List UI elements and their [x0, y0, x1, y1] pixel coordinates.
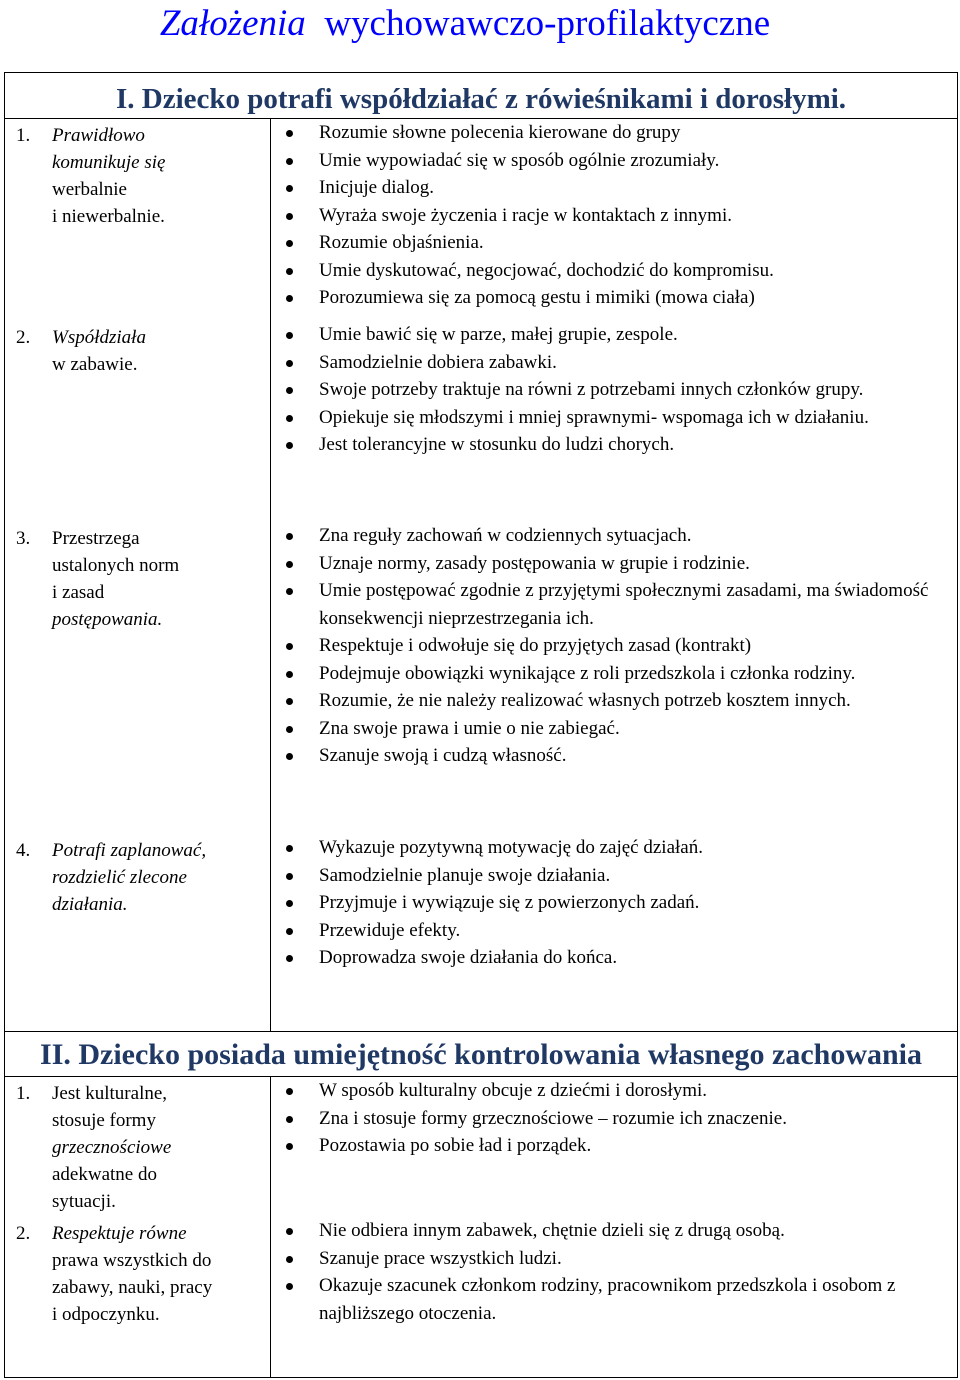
- goal-number: 4.: [16, 840, 31, 861]
- outcome-item: Jest tolerancyjne w stosunku do ludzi chorych.: [319, 431, 949, 459]
- goal-line: adekwatne do: [52, 1164, 157, 1185]
- outcome-item: Doprowadza swoje działania do końca.: [319, 944, 949, 972]
- goal-line: postępowania.: [52, 609, 163, 630]
- outcome-item: Rozumie słowne polecenia kierowane do grupy: [319, 119, 949, 147]
- outcome-item: Wykazuje pozytywną motywację do zajęć działań.: [319, 834, 949, 862]
- goal-line: grzecznościowe: [52, 1137, 172, 1158]
- goal-item: [5, 1220, 212, 1328]
- goal-line: sytuacji.: [52, 1191, 116, 1212]
- goal-line: i niewerbalnie.: [52, 206, 165, 227]
- outcome-item: Szanuje prace wszystkich ludzi.: [319, 1245, 949, 1273]
- outcome-item: Wyraża swoje życzenia i racje w kontaktach z innymi.: [319, 202, 949, 230]
- outcome-item: Porozumiewa się za pomocą gestu i mimiki (mowa ciała): [319, 284, 949, 312]
- outcome-list: [271, 1077, 949, 1160]
- outcome-item: Respektuje i odwołuje się do przyjętych zasad (kontrakt): [319, 632, 949, 660]
- goal-line: prawa wszystkich do: [52, 1250, 212, 1271]
- goal-line: komunikuje się: [52, 152, 166, 173]
- outcome-item: Szanuje swoją i cudzą własność.: [319, 742, 949, 770]
- outcome-item: Okazuje szacunek członkom rodziny, pracownikom przedszkola i osobom z najbliższego otoczenia.: [319, 1272, 949, 1327]
- goal-line: działania.: [52, 894, 128, 915]
- goal-item: [5, 525, 179, 633]
- goal-item: [5, 122, 165, 230]
- goal-line: i odpoczynku.: [52, 1304, 160, 1325]
- outcome-item: Samodzielnie planuje swoje działania.: [319, 862, 949, 890]
- outcome-item: Zna i stosuje formy grzecznościowe – rozumie ich znaczenie.: [319, 1105, 949, 1133]
- outcome-item: Umie dyskutować, negocjować, dochodzić do kompromisu.: [319, 257, 949, 285]
- goal-line: Przestrzega: [52, 528, 140, 549]
- outcome-item: Swoje potrzeby traktuje na równi z potrzebami innych członków grupy.: [319, 376, 949, 404]
- outcome-item: Rozumie, że nie należy realizować własnych potrzeb kosztem innych.: [319, 687, 949, 715]
- page-title: [0, 2, 930, 46]
- outcome-item: Samodzielnie dobiera zabawki.: [319, 349, 949, 377]
- outcome-item: Zna swoje prawa i umie o nie zabiegać.: [319, 715, 949, 743]
- goal-line: rozdzielić zlecone: [52, 867, 187, 888]
- outcomes-column: [271, 119, 958, 1032]
- goals-table: [4, 72, 958, 1378]
- goal-line: zabawy, nauki, pracy: [52, 1277, 213, 1298]
- outcome-item: Przewiduje efekty.: [319, 917, 949, 945]
- section-heading: II. Dziecko posiada umiejętność kontrolowania własnego zachowania: [5, 1032, 958, 1077]
- goal-number: 2.: [16, 327, 31, 348]
- goals-column: [5, 1077, 271, 1378]
- outcome-item: Opiekuje się młodszymi i mniej sprawnymi- wspomaga ich w działaniu.: [319, 404, 949, 432]
- outcome-item: Umie wypowiadać się w sposób ogólnie zrozumiały.: [319, 147, 949, 175]
- section-1-heading-row: [5, 73, 958, 119]
- goal-number: 3.: [16, 528, 31, 549]
- goal-number: 2.: [16, 1223, 31, 1244]
- outcome-item: W sposób kulturalny obcuje z dziećmi i dorosłymi.: [319, 1077, 949, 1105]
- outcome-list: [271, 834, 949, 972]
- title-italic: Założenia: [159, 3, 306, 44]
- outcome-item: Zna reguły zachowań w codziennych sytuacjach.: [319, 522, 949, 550]
- outcome-list: [271, 321, 949, 459]
- goal-line: Potrafi zaplanować,: [52, 840, 207, 861]
- outcome-item: Nie odbiera innym zabawek, chętnie dzieli się z drugą osobą.: [319, 1217, 949, 1245]
- goal-number: 1.: [16, 125, 31, 146]
- outcome-item: Umie postępować zgodnie z przyjętymi społecznymi zasadami, ma świadomość konsekwencji nieprzestrzegania ich.: [319, 577, 949, 632]
- goal-item: [5, 837, 206, 918]
- title-rest: wychowawczo-profilaktyczne: [324, 3, 771, 44]
- goal-line: Jest kulturalne,: [52, 1083, 168, 1104]
- goal-line: ustalonych norm: [52, 555, 180, 576]
- outcome-item: Umie bawić się w parze, małej grupie, zespole.: [319, 321, 949, 349]
- goal-line: werbalnie: [52, 179, 127, 200]
- goal-line: stosuje formy: [52, 1110, 156, 1131]
- outcome-list: [271, 1217, 949, 1327]
- goal-line: w zabawie.: [52, 354, 138, 375]
- outcome-item: Pozostawia po sobie ład i porządek.: [319, 1132, 949, 1160]
- outcome-list: [271, 522, 949, 770]
- outcome-item: Podejmuje obowiązki wynikające z roli przedszkola i członka rodziny.: [319, 660, 949, 688]
- goal-item: [5, 324, 146, 378]
- goal-line: Respektuje równe: [52, 1223, 187, 1244]
- section-heading: I. Dziecko potrafi współdziałać z rówieśnikami i dorosłymi.: [5, 73, 958, 119]
- outcome-item: Rozumie objaśnienia.: [319, 229, 949, 257]
- section-2-body-row: [5, 1077, 958, 1378]
- section-2-heading-row: [5, 1032, 958, 1077]
- outcome-list: [271, 119, 949, 312]
- goal-line: i zasad: [52, 582, 105, 603]
- outcomes-column: [271, 1077, 958, 1378]
- section-1-body-row: [5, 119, 958, 1032]
- goal-item: [5, 1080, 171, 1215]
- goals-column: [5, 119, 271, 1032]
- goal-line: Prawidłowo: [52, 125, 145, 146]
- outcome-item: Inicjuje dialog.: [319, 174, 949, 202]
- goal-line: Współdziała: [52, 327, 146, 348]
- outcome-item: Przyjmuje i wywiązuje się z powierzonych zadań.: [319, 889, 949, 917]
- outcome-item: Uznaje normy, zasady postępowania w grupie i rodzinie.: [319, 550, 949, 578]
- goal-number: 1.: [16, 1083, 31, 1104]
